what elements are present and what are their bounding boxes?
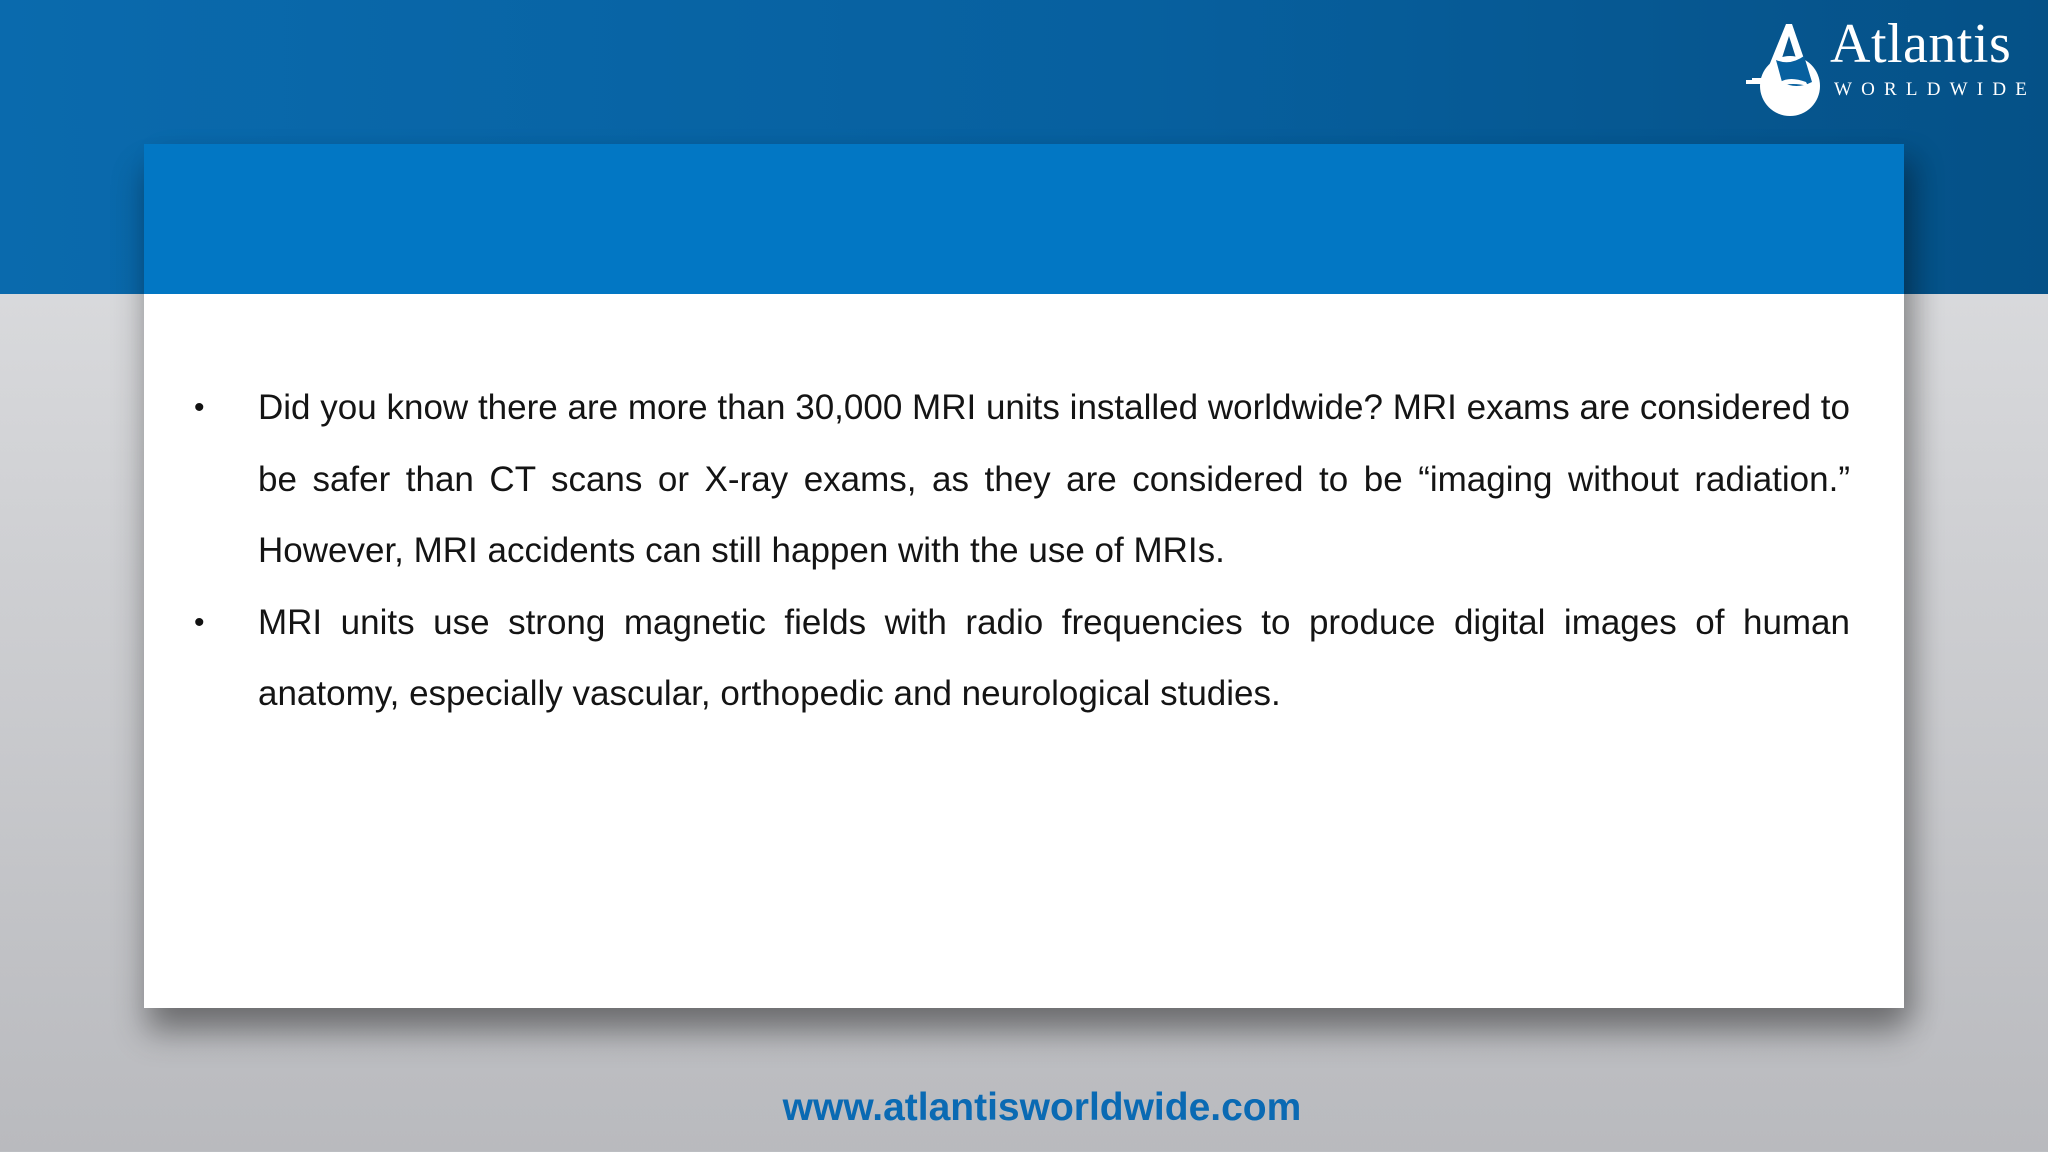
logo-wordmark: Atlantis (1830, 13, 2012, 75)
bullet-text: Did you know there are more than 30,000 MRI units installed worldwide? MRI exams are considered to be safer than CT scans or X-ray exams, as they are considered to be “imaging without radiation.” However, MRI accidents can still happen with the use of MRIs. (258, 388, 1850, 570)
bullet-dot-icon: • (194, 391, 205, 424)
bullet-text: MRI units use strong magnetic fields with radio frequencies to produce digital images of human anatomy, especially vascular, orthopedic and neurological studies. (258, 602, 1850, 713)
atlantis-a-logo-icon (1746, 20, 1828, 120)
bullet-dot-icon: • (194, 605, 205, 639)
logo-tagline: WORLDWIDE (1834, 79, 2037, 100)
footer-website-link[interactable]: www.atlantisworldwide.com (782, 1086, 1302, 1129)
content-card (144, 144, 1904, 1008)
bullet-list (144, 372, 1904, 730)
bullet-item (144, 372, 1850, 587)
atlantis-logo (1740, 14, 2040, 124)
bullet-item (144, 587, 1850, 730)
card-header-bar (144, 144, 1904, 294)
